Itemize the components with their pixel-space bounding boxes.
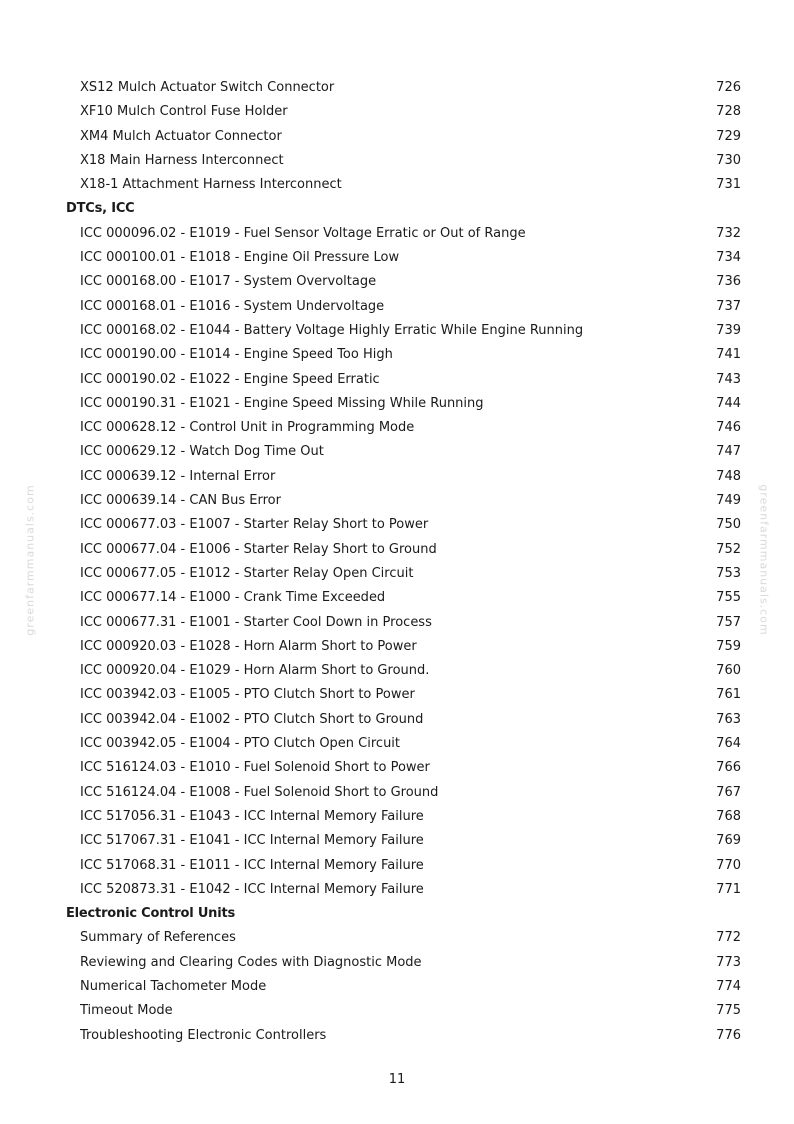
toc-entry[interactable] — [0, 149, 794, 173]
toc-entry-title[interactable]: ICC 520873.31 - E1042 - ICC Internal Memory Failure — [80, 881, 424, 897]
toc-entry[interactable] — [0, 611, 794, 635]
toc-entry-title[interactable]: ICC 000677.03 - E1007 - Starter Relay Short to Power — [80, 517, 429, 533]
toc-entry[interactable] — [0, 756, 794, 780]
toc-entry-title[interactable]: Numerical Tachometer Mode — [80, 978, 267, 994]
toc-entry-title[interactable]: ICC 000168.02 - E1044 - Battery Voltage Highly Erratic While Engine Running — [80, 322, 584, 338]
toc-entry-page[interactable]: 748 — [716, 468, 741, 484]
toc-entry-title[interactable]: ICC 000628.12 - Control Unit in Programming Mode — [80, 420, 415, 436]
toc-entry[interactable] — [0, 270, 794, 294]
toc-entry-page[interactable]: 743 — [716, 371, 741, 387]
toc-entry[interactable] — [0, 732, 794, 756]
toc-entry-title[interactable]: ICC 000190.00 - E1014 - Engine Speed Too High — [80, 347, 393, 363]
toc-entry[interactable] — [0, 1024, 794, 1048]
toc-entry-page[interactable]: 759 — [716, 638, 741, 654]
toc-entry[interactable] — [0, 999, 794, 1023]
toc-entry-page[interactable]: 775 — [716, 1003, 741, 1019]
toc-entry-page[interactable]: 739 — [716, 322, 741, 338]
toc-entry[interactable] — [0, 343, 794, 367]
toc-entry[interactable] — [0, 489, 794, 513]
toc-entry-page[interactable]: 767 — [716, 784, 741, 800]
toc-entry-page[interactable]: 731 — [716, 177, 741, 193]
toc-entry-title[interactable]: ICC 003942.03 - E1005 - PTO Clutch Short to Power — [80, 687, 415, 703]
toc-entry-title[interactable]: ICC 000677.14 - E1000 - Crank Time Exceeded — [80, 590, 386, 606]
toc-entry-title[interactable]: X18-1 Attachment Harness Interconnect — [80, 177, 342, 193]
toc-entry-page[interactable]: 728 — [716, 104, 741, 120]
toc-entry[interactable] — [0, 295, 794, 319]
toc-entry-page[interactable]: 768 — [716, 808, 741, 824]
toc-entry-title[interactable]: XS12 Mulch Actuator Switch Connector — [80, 80, 335, 95]
toc-entry-title[interactable]: ICC 000920.03 - E1028 - Horn Alarm Short to Power — [80, 638, 417, 654]
toc-entry[interactable] — [0, 100, 794, 124]
toc-entry-page[interactable]: 753 — [716, 565, 741, 581]
toc-entry-page[interactable]: 750 — [716, 517, 741, 533]
toc-entry-page[interactable]: 749 — [716, 493, 741, 509]
toc-entry[interactable] — [0, 246, 794, 270]
toc-entry[interactable] — [0, 683, 794, 707]
toc-entry-page[interactable]: 744 — [716, 395, 741, 411]
toc-entry-page[interactable]: 772 — [716, 930, 741, 946]
toc-entry[interactable] — [0, 829, 794, 853]
toc-entry-page[interactable]: 757 — [716, 614, 741, 630]
table-of-contents — [0, 76, 794, 1048]
toc-entry[interactable] — [0, 586, 794, 610]
toc-entry[interactable] — [0, 635, 794, 659]
toc-entry-title[interactable]: ICC 000168.01 - E1016 - System Undervoltage — [80, 298, 385, 314]
toc-entry[interactable] — [0, 222, 794, 246]
toc-entry-title[interactable]: ICC 000677.31 - E1001 - Starter Cool Down in Process — [80, 614, 432, 630]
toc-entry-page[interactable]: 776 — [716, 1027, 741, 1043]
toc-entry-title[interactable]: ICC 003942.05 - E1004 - PTO Clutch Open Circuit — [80, 736, 401, 752]
toc-entry-title[interactable]: ICC 000190.31 - E1021 - Engine Speed Missing While Running — [80, 395, 484, 411]
toc-entry[interactable] — [0, 538, 794, 562]
toc-entry-title[interactable]: X18 Main Harness Interconnect — [80, 152, 284, 168]
toc-entry-page[interactable]: 774 — [716, 978, 741, 994]
toc-entry-title[interactable]: ICC 000096.02 - E1019 - Fuel Sensor Voltage Erratic or Out of Range — [80, 225, 526, 241]
toc-entry-title[interactable]: ICC 000677.04 - E1006 - Starter Relay Short to Ground — [80, 541, 437, 557]
toc-entry[interactable] — [0, 975, 794, 999]
toc-entry-title[interactable]: Timeout Mode — [80, 1003, 173, 1019]
toc-entry[interactable] — [0, 368, 794, 392]
toc-entry-title[interactable]: ICC 517067.31 - E1041 - ICC Internal Memory Failure — [80, 833, 424, 849]
toc-entry-page[interactable]: 769 — [716, 833, 741, 849]
toc-entry-page[interactable]: 747 — [716, 444, 741, 460]
watermark-right: greenfarmmanuals.com — [757, 484, 771, 636]
toc-heading-title: Electronic Control Units — [66, 906, 236, 922]
toc-entry[interactable] — [0, 513, 794, 537]
toc-entry-page[interactable]: 736 — [716, 274, 741, 290]
toc-entry-page[interactable]: 755 — [716, 590, 741, 606]
toc-entry[interactable] — [0, 926, 794, 950]
toc-entry[interactable] — [0, 125, 794, 149]
toc-entry[interactable] — [0, 951, 794, 975]
toc-entry-page[interactable]: 732 — [716, 225, 741, 241]
toc-entry-page[interactable]: 773 — [716, 954, 741, 970]
toc-section-heading — [0, 902, 794, 926]
toc-entry-page[interactable]: 761 — [716, 687, 741, 703]
toc-entry[interactable] — [0, 319, 794, 343]
toc-entry-title[interactable]: ICC 000639.14 - CAN Bus Error — [80, 493, 281, 509]
toc-entry-title[interactable]: ICC 516124.03 - E1010 - Fuel Solenoid Short to Power — [80, 760, 430, 776]
toc-entry-title[interactable]: Summary of References — [80, 930, 236, 946]
toc-entry[interactable] — [0, 392, 794, 416]
watermark-left: greenfarmmanuals.com — [23, 484, 37, 636]
toc-entry[interactable] — [0, 440, 794, 464]
toc-entry[interactable] — [0, 562, 794, 586]
toc-entry-title[interactable]: XM4 Mulch Actuator Connector — [80, 128, 282, 144]
toc-entry[interactable] — [0, 854, 794, 878]
toc-entry-title[interactable]: ICC 517068.31 - E1011 - ICC Internal Memory Failure — [80, 857, 424, 873]
toc-entry-title[interactable]: Reviewing and Clearing Codes with Diagnostic Mode — [80, 954, 422, 970]
toc-entry-page[interactable]: 737 — [716, 298, 741, 314]
toc-entry-title[interactable]: ICC 000677.05 - E1012 - Starter Relay Open Circuit — [80, 565, 414, 581]
toc-entry-page[interactable]: 746 — [716, 420, 741, 436]
toc-entry-page[interactable]: 734 — [716, 250, 741, 266]
toc-entry[interactable] — [0, 781, 794, 805]
toc-entry-page[interactable]: 771 — [716, 881, 741, 897]
toc-entry[interactable] — [0, 416, 794, 440]
toc-section-heading — [0, 197, 794, 221]
toc-entry[interactable] — [0, 708, 794, 732]
toc-entry[interactable] — [0, 659, 794, 683]
toc-entry[interactable] — [0, 173, 794, 197]
toc-entry-title[interactable]: ICC 000168.00 - E1017 - System Overvoltage — [80, 274, 377, 290]
toc-entry-page[interactable]: 760 — [716, 663, 741, 679]
toc-entry-page[interactable]: 730 — [716, 152, 741, 168]
toc-entry-page[interactable]: 729 — [716, 128, 741, 144]
toc-entry-title[interactable]: ICC 000190.02 - E1022 - Engine Speed Erratic — [80, 371, 380, 387]
toc-entry-title[interactable]: ICC 003942.04 - E1002 - PTO Clutch Short to Ground — [80, 711, 424, 727]
toc-entry-title[interactable]: ICC 000920.04 - E1029 - Horn Alarm Short to Ground. — [80, 663, 430, 679]
toc-entry-title[interactable]: ICC 000639.12 - Internal Error — [80, 468, 276, 484]
toc-entry-title[interactable]: ICC 517056.31 - E1043 - ICC Internal Memory Failure — [80, 808, 424, 824]
toc-entry-page[interactable]: 752 — [716, 541, 741, 557]
toc-entry-title[interactable]: ICC 000100.01 - E1018 - Engine Oil Pressure Low — [80, 250, 400, 266]
toc-entry[interactable] — [0, 76, 794, 100]
toc-entry-page[interactable]: 764 — [716, 736, 741, 752]
toc-entry-page[interactable]: 766 — [716, 760, 741, 776]
toc-entry-title[interactable]: ICC 000629.12 - Watch Dog Time Out — [80, 444, 324, 460]
toc-entry[interactable] — [0, 878, 794, 902]
toc-entry[interactable] — [0, 805, 794, 829]
toc-entry-page[interactable]: 726 — [716, 80, 741, 95]
toc-entry-title[interactable]: XF10 Mulch Control Fuse Holder — [80, 104, 288, 120]
toc-entry-title[interactable]: ICC 516124.04 - E1008 - Fuel Solenoid Short to Ground — [80, 784, 439, 800]
toc-entry[interactable] — [0, 465, 794, 489]
toc-entry-page[interactable]: 770 — [716, 857, 741, 873]
toc-entry-page[interactable]: 741 — [716, 347, 741, 363]
toc-entry-title[interactable]: Troubleshooting Electronic Controllers — [80, 1027, 327, 1043]
toc-heading-title: DTCs, ICC — [66, 201, 135, 217]
toc-entry-page[interactable]: 763 — [716, 711, 741, 727]
page-number: 11 — [388, 1072, 406, 1087]
